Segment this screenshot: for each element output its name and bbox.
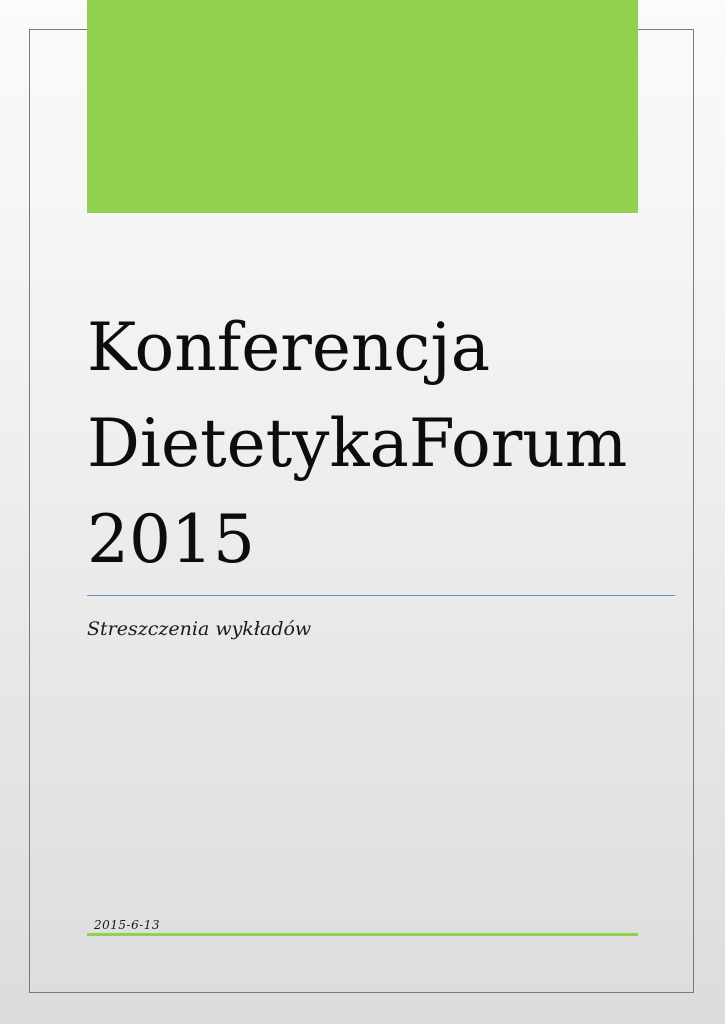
green-accent-block [87, 0, 638, 213]
title-line-2: DietetykaForum [87, 405, 628, 482]
document-date: 2015-6-13 [94, 918, 161, 932]
document-subtitle: Streszczenia wykładów [87, 618, 312, 640]
title-line-3: 2015 [87, 501, 255, 578]
title-line-1: Konferencja [87, 309, 491, 386]
title-divider [87, 595, 675, 596]
bottom-green-rule [87, 933, 638, 936]
document-title [87, 300, 687, 588]
